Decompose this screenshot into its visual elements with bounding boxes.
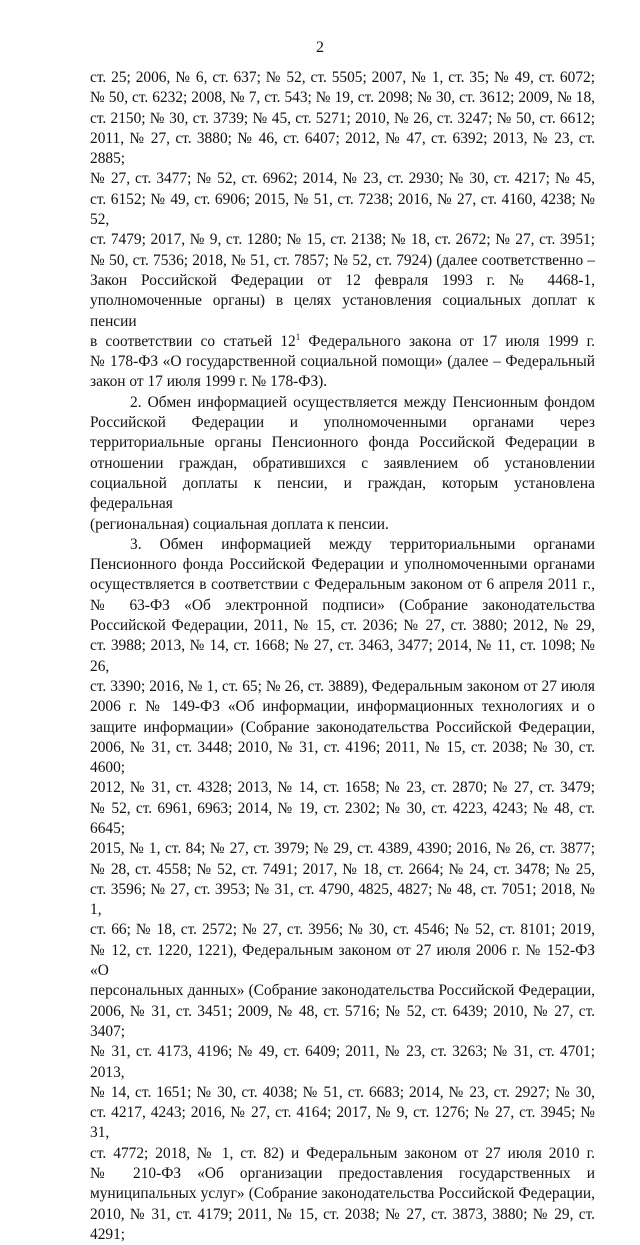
text-line: ст. 2150; № 30, ст. 3739; № 45, ст. 5271; 2010, № 26, ст. 3247; № 50, ст. 6612; bbox=[90, 109, 595, 127]
text-line: 2010, № 31, ст. 4179; 2011, № 15, ст. 2038; № 27, ст. 3873, 3880; № 29, ст. 4291; bbox=[90, 1205, 595, 1243]
text-line: № 63-ФЗ «Об электронной подписи» (Собрание законодательства bbox=[90, 596, 595, 614]
text-line: уполномоченные органы) в целях установления социальных доплат к пенсии bbox=[90, 292, 595, 330]
text-line: № 50, ст. 6232; 2008, № 7, ст. 543; № 19, ст. 2098; № 30, ст. 3612; 2009, № 18, bbox=[90, 89, 595, 107]
text-line bbox=[90, 332, 595, 352]
text-line: ст. 66; № 18, ст. 2572; № 27, ст. 3956; № 30, ст. 4546; № 52, ст. 8101; 2019, bbox=[90, 921, 595, 939]
text-line: территориальные органы Пенсионного фонда Российской Федерации в bbox=[90, 434, 595, 452]
page-number: 2 bbox=[316, 39, 324, 56]
text-line: закон от 17 июля 1999 г. № 178-ФЗ). bbox=[90, 373, 328, 391]
text-line: муниципальных услуг» (Собрание законодательства Российской Федерации, bbox=[90, 1185, 595, 1203]
text-line: № 14, ст. 1651; № 30, ст. 4038; № 51, ст. 6683; 2014, № 23, ст. 2927; № 30, bbox=[90, 1083, 595, 1101]
text-line: № 31, ст. 4173, 4196; № 49, ст. 6409; 2011, № 23, ст. 3263; № 31, ст. 4701; 2013, bbox=[90, 1043, 595, 1081]
text-line: № 178-ФЗ «О государственной социальной помощи» (далее – Федеральный bbox=[90, 353, 595, 371]
text-line: ст. 4217, 4243; 2016, № 27, ст. 4164; 2017, № 9, ст. 1276; № 27, ст. 3945; № 31, bbox=[90, 1104, 595, 1142]
text-segment: Федерального закона от 17 июля 1999 г. bbox=[300, 332, 596, 350]
text-line: № 27, ст. 3477; № 52, ст. 6962; 2014, № 23, ст. 2930; № 30, ст. 4217; № 45, bbox=[90, 170, 595, 188]
text-line: № 12, ст. 1220, 1221), Федеральным законом от 27 июля 2006 г. № 152-ФЗ «О bbox=[90, 941, 595, 980]
text-line: отношении граждан, обратившихся с заявлением об установлении bbox=[90, 454, 595, 472]
text-line: 2012, № 31, ст. 4328; 2013, № 14, ст. 1658; № 23, ст. 2870; № 27, ст. 3479; bbox=[90, 779, 595, 797]
text-line: 3. Обмен информацией между территориальными органами bbox=[130, 535, 595, 553]
text-line: 2011, № 27, ст. 3880; № 46, ст. 6407; 2012, № 47, ст. 6392; 2013, № 23, ст. 2885; bbox=[90, 129, 595, 168]
text-line: ст. 3596; № 27, ст. 3953; № 31, ст. 4790, 4825, 4827; № 48, ст. 7051; 2018, № 1, bbox=[90, 880, 595, 919]
document-body bbox=[90, 68, 595, 1245]
text-line: социальной доплаты к пенсии, и граждан, которым установлена федеральная bbox=[90, 474, 595, 513]
text-line: 2006, № 31, ст. 3451; 2009, № 48, ст. 5716; № 52, ст. 6439; 2010, № 27, ст. 3407; bbox=[90, 1002, 595, 1040]
text-line: № 50, ст. 7536; 2018, № 51, ст. 7857; № 52, ст. 7924) (далее соответственно – bbox=[90, 251, 595, 269]
text-line: защите информации» (Собрание законодательства Российской Федерации, bbox=[90, 718, 595, 736]
text-segment: в соответствии со статьей 12 bbox=[90, 332, 296, 350]
text-line: № 210-ФЗ «Об организации предоставления государственных и bbox=[90, 1165, 595, 1183]
text-line: 2015, № 1, ст. 84; № 27, ст. 3979; № 29, ст. 4389, 4390; 2016, № 26, ст. 3877; bbox=[90, 840, 595, 858]
text-line: Российской Федерации, 2011, № 15, ст. 2036; № 27, ст. 3880; 2012, № 29, bbox=[90, 617, 595, 635]
text-line: ст. 3988; 2013, № 14, ст. 1668; № 27, ст. 3463, 3477; 2014, № 11, ст. 1098; № 26, bbox=[90, 637, 595, 675]
text-line: ст. 3390; 2016, № 1, ст. 65; № 26, ст. 3889), Федеральным законом от 27 июля bbox=[90, 677, 595, 695]
text-line: (региональная) социальная доплата к пенсии. bbox=[90, 515, 389, 533]
text-line: ст. 6152; № 49, ст. 6906; 2015, № 51, ст. 7238; 2016, № 27, ст. 4160, 4238; № 52, bbox=[90, 190, 595, 229]
text-line: ст. 7479; 2017, № 9, ст. 1280; № 15, ст. 2138; № 18, ст. 2672; № 27, ст. 3951; bbox=[90, 231, 595, 249]
text-line: № 52, ст. 6961, 6963; 2014, № 19, ст. 2302; № 30, ст. 4223, 4243; № 48, ст. 6645; bbox=[90, 799, 595, 837]
text-line: осуществляется в соответствии с Федеральным законом от 6 апреля 2011 г., bbox=[90, 576, 595, 594]
text-line: № 28, ст. 4558; № 52, ст. 7491; 2017, № 18, ст. 2664; № 24, ст. 3478; № 25, bbox=[90, 860, 595, 878]
text-line: ст. 25; 2006, № 6, ст. 637; № 52, ст. 5505; 2007, № 1, ст. 35; № 49, ст. 6072; bbox=[90, 69, 595, 86]
text-line: Закон Российской Федерации от 12 февраля 1993 г. № 4468-1, bbox=[90, 271, 595, 289]
text-line: 2006, № 31, ст. 3448; 2010, № 31, ст. 4196; 2011, № 15, ст. 2038; № 30, ст. 4600; bbox=[90, 738, 595, 777]
text-line: 2. Обмен информацией осуществляется между Пенсионным фондом bbox=[130, 393, 595, 411]
text-line: Пенсионного фонда Российской Федерации и уполномоченными органами bbox=[90, 556, 595, 574]
text-line: Российской Федерации и уполномоченными органами через bbox=[90, 414, 595, 432]
text-line: персональных данных» (Собрание законодательства Российской Федерации, bbox=[90, 982, 595, 1000]
superscript: 1 bbox=[295, 331, 301, 342]
text-line: 2006 г. № 149-ФЗ «Об информации, информационных технологиях и о bbox=[90, 698, 595, 716]
text-line: ст. 4772; 2018, № 1, ст. 82) и Федеральным законом от 27 июля 2010 г. bbox=[90, 1144, 595, 1162]
